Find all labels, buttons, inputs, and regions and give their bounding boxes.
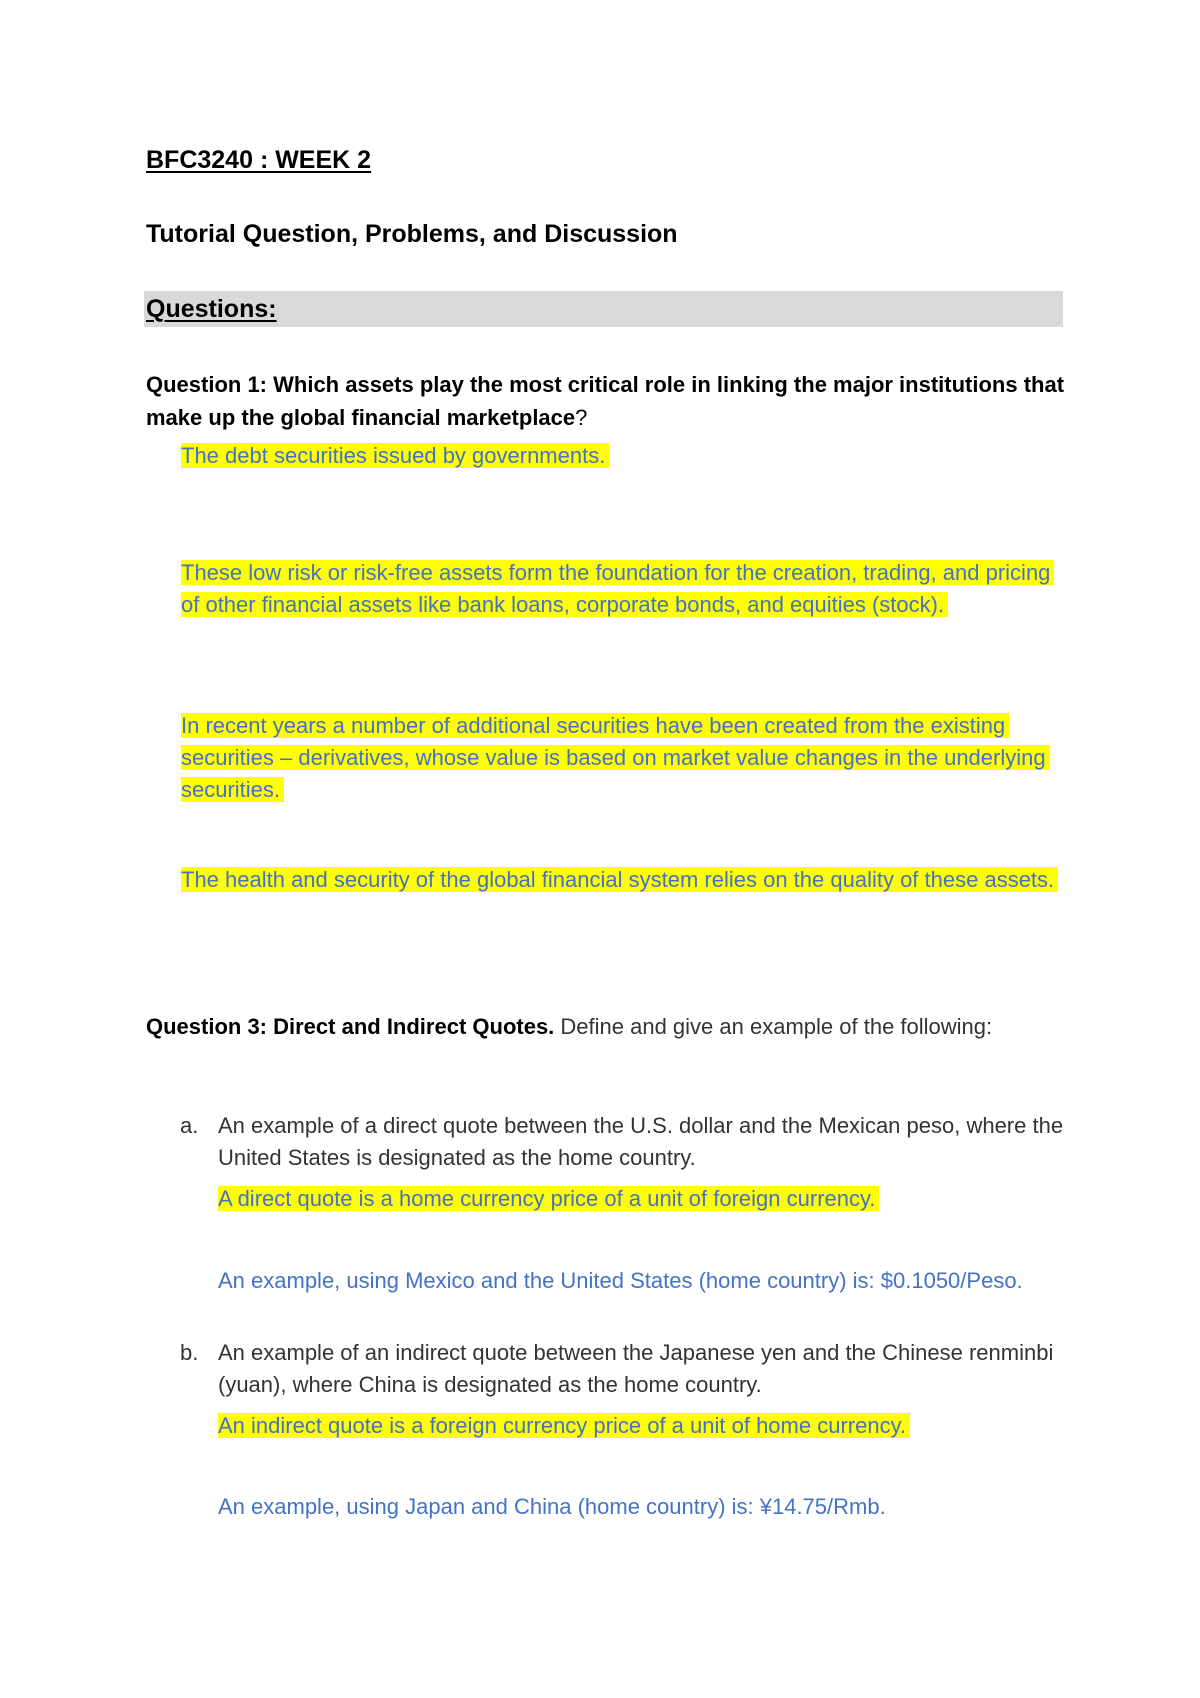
answer-text: The health and security of the global financial system relies on the quality of these assets. [181, 867, 1058, 892]
item-a-definition [218, 1183, 1068, 1215]
document-title: BFC3240 : WEEK 2 [146, 146, 372, 174]
list-marker: a. [180, 1113, 199, 1138]
question-3-label: Question 3: Direct and Indirect Quotes. [146, 1014, 555, 1039]
questions-heading: Questions: [146, 295, 277, 323]
item-b-definition [218, 1410, 1068, 1442]
question-1-answer-1 [181, 440, 1061, 472]
item-b-example: An example, using Japan and China (home country) is: ¥14.75/Rmb. [218, 1494, 886, 1519]
question-1-answer-4 [181, 864, 1061, 896]
document-subtitle: Tutorial Question, Problems, and Discussion [146, 220, 678, 248]
list-item-text: An example of an indirect quote between the Japanese yen and the Chinese renminbi (yuan), where China is designated as the home country. [218, 1340, 1054, 1397]
definition-text: An indirect quote is a foreign currency price of a unit of home currency. [218, 1413, 910, 1438]
answer-text: These low risk or risk-free assets form the foundation for the creation, trading, and pricing of other financial assets like bank loans, corporate bonds, and equities (stock). [181, 560, 1054, 617]
list-marker: b. [180, 1340, 199, 1365]
question-1-text: Question 1: Which assets play the most critical role in linking the major institutions that make up the global financial marketplace [146, 372, 1065, 430]
list-item-text: An example of a direct quote between the U.S. dollar and the Mexican peso, where the United States is designated as the home country. [218, 1113, 1064, 1170]
definition-text: A direct quote is a home currency price of a unit of foreign currency. [218, 1186, 879, 1211]
question-3 [146, 1010, 1066, 1043]
question-1 [146, 368, 1066, 434]
question-3-text: Define and give an example of the following: [554, 1014, 993, 1039]
answer-text: The debt securities issued by governments. [181, 443, 609, 468]
question-1-mark: ? [575, 405, 588, 430]
list-item-b [146, 1337, 1066, 1403]
item-a-example: An example, using Mexico and the United States (home country) is: $0.1050/Peso. [218, 1268, 1023, 1293]
questions-banner [144, 291, 1063, 327]
answer-text: In recent years a number of additional securities have been created from the existing securities – derivatives, whose value is based on market value changes in the underlying securities. [181, 713, 1050, 802]
question-1-answer-2 [181, 557, 1061, 621]
list-item-a [146, 1110, 1066, 1176]
question-1-answer-3 [181, 710, 1061, 806]
